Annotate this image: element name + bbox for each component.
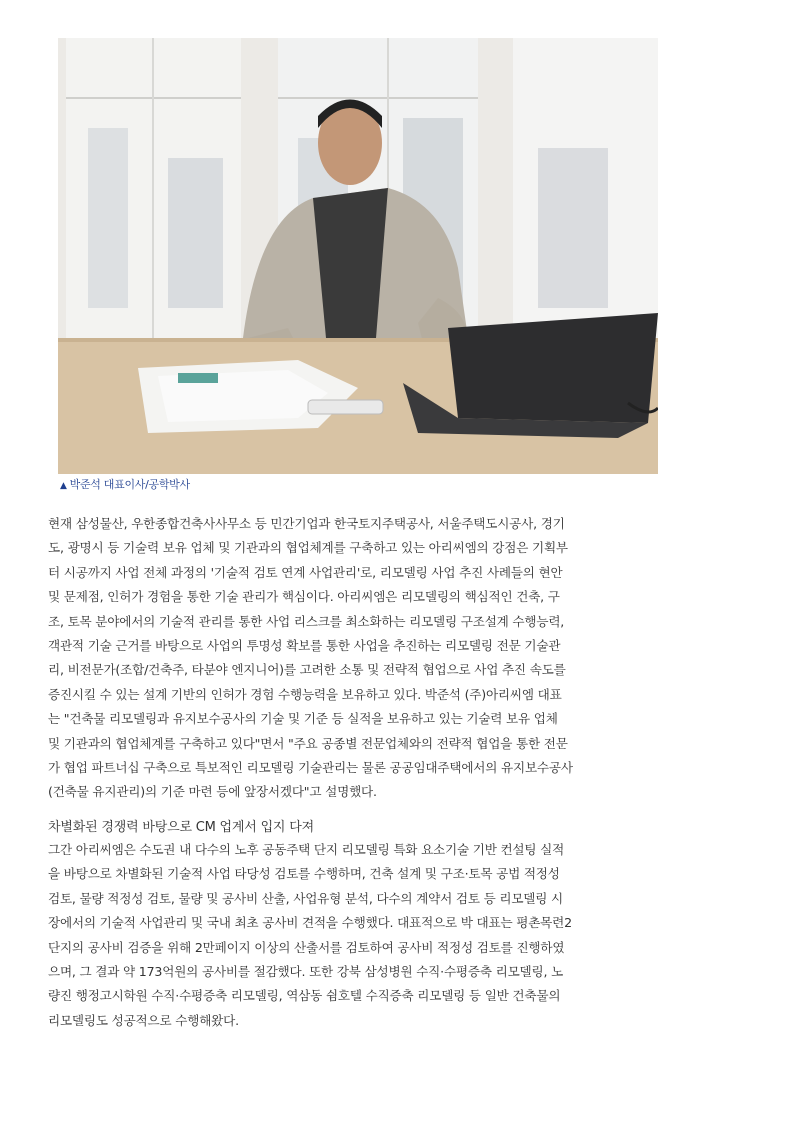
paragraph-track-record — [48, 838, 676, 1033]
paragraph-line: 증진시킬 수 있는 설계 기반의 인허가 경험 수행능력을 보유하고 있다. 박준석 (주)아리씨엠 대표 — [48, 686, 562, 702]
paragraph-line: (건축물 유지관리)의 기준 마련 등에 앞장서겠다"고 설명했다. — [48, 784, 377, 800]
paragraph-line: 장에서의 기술적 사업관리 및 국내 최초 공사비 견적을 수행했다. 대표적으로 박 대표는 평촌목련2 — [48, 915, 572, 931]
photo-illustration — [58, 38, 658, 474]
paragraph-line: 으며, 그 결과 약 173억원의 공사비를 절감했다. 또한 강북 삼성병원 수직·수평증축 리모델링, 노 — [48, 964, 564, 980]
section-subheading: 차별화된 경쟁력 바탕으로 CM 업계서 입지 다져 — [48, 820, 314, 835]
photo-caption — [60, 476, 190, 492]
paragraph-line: 객관적 기술 근거를 바탕으로 사업의 투명성 확보를 통한 사업을 추진하는 리모델링 전문 기술관 — [48, 638, 561, 654]
paragraph-line: 리모델링도 성공적으로 수행해왔다. — [48, 1012, 239, 1028]
paragraph-line: 량진 행정고시학원 수직·수평증축 리모델링, 역삼동 쉼호텔 수직증축 리모델링 등 일반 건축물의 — [48, 988, 561, 1004]
caption-triangle-icon: ▲ — [60, 481, 67, 491]
photo-ceo-at-desk — [58, 38, 658, 474]
paragraph-line: 단지의 공사비 검증을 위해 2만페이지 이상의 산출서를 검토하여 공사비 적정성 검토를 진행하였 — [48, 939, 565, 955]
paragraph-line: 현재 삼성물산, 우한종합건축사사무소 등 민간기업과 한국토지주택공사, 서울주택도시공사, 경기 — [48, 516, 565, 531]
paragraph-line: 그간 아리씨엠은 수도권 내 다수의 노후 공동주택 단지 리모델링 특화 요소기술 기반 컨설팅 실적 — [48, 842, 565, 857]
paragraph-line: 조, 토목 분야에서의 기술적 관리를 통한 사업 리스크를 최소화하는 리모델링 구조설계 수행능력, — [48, 613, 565, 629]
paragraph-line: 터 시공까지 사업 전체 과정의 '기술적 검토 연계 사업관리'로, 리모델링 사업 추진 사례들의 현안 — [48, 564, 563, 580]
paragraph-line: 을 바탕으로 차별화된 기술적 사업 타당성 검토를 수행하며, 건축 설계 및 구조·토목 공법 적정성 — [48, 866, 560, 882]
paragraph-line: 도, 광명시 등 기술력 보유 업체 및 기관과의 협업체계를 구축하고 있는 아리씨엠의 강점은 기획부 — [48, 540, 568, 556]
paragraph-intro — [48, 512, 676, 805]
paragraph-line: 가 협업 파트너십 구축으로 특보적인 리모델링 기술관리는 물론 공공임대주택에서의 유지보수공사 — [48, 760, 573, 776]
paragraph-line: 검토, 물량 적정성 검토, 물량 및 공사비 산출, 사업유형 분석, 다수의 계약서 검토 등 리모델링 시 — [48, 890, 563, 906]
paragraph-line: 는 "건축물 리모델링과 유지보수공사의 기술 및 기준 등 실적을 보유하고 있는 기술력 보유 업체 — [48, 711, 558, 727]
paragraph-line: 및 문제점, 인허가 경험을 통한 기술 관리가 핵심이다. 아리씨엠은 리모델링의 핵심적인 건축, 구 — [48, 589, 560, 605]
caption-text: 박준석 대표이사/공학박사 — [69, 478, 190, 491]
paragraph-line: 리, 비전문가(조합/건축주, 타분야 엔지니어)를 고려한 소통 및 전략적 협업으로 사업 추진 속도를 — [48, 662, 566, 678]
paragraph-line: 및 기관과의 협업체계를 구축하고 있다"면서 "주요 공종별 전문업체와의 전략적 협업을 통한 전문 — [48, 735, 568, 751]
